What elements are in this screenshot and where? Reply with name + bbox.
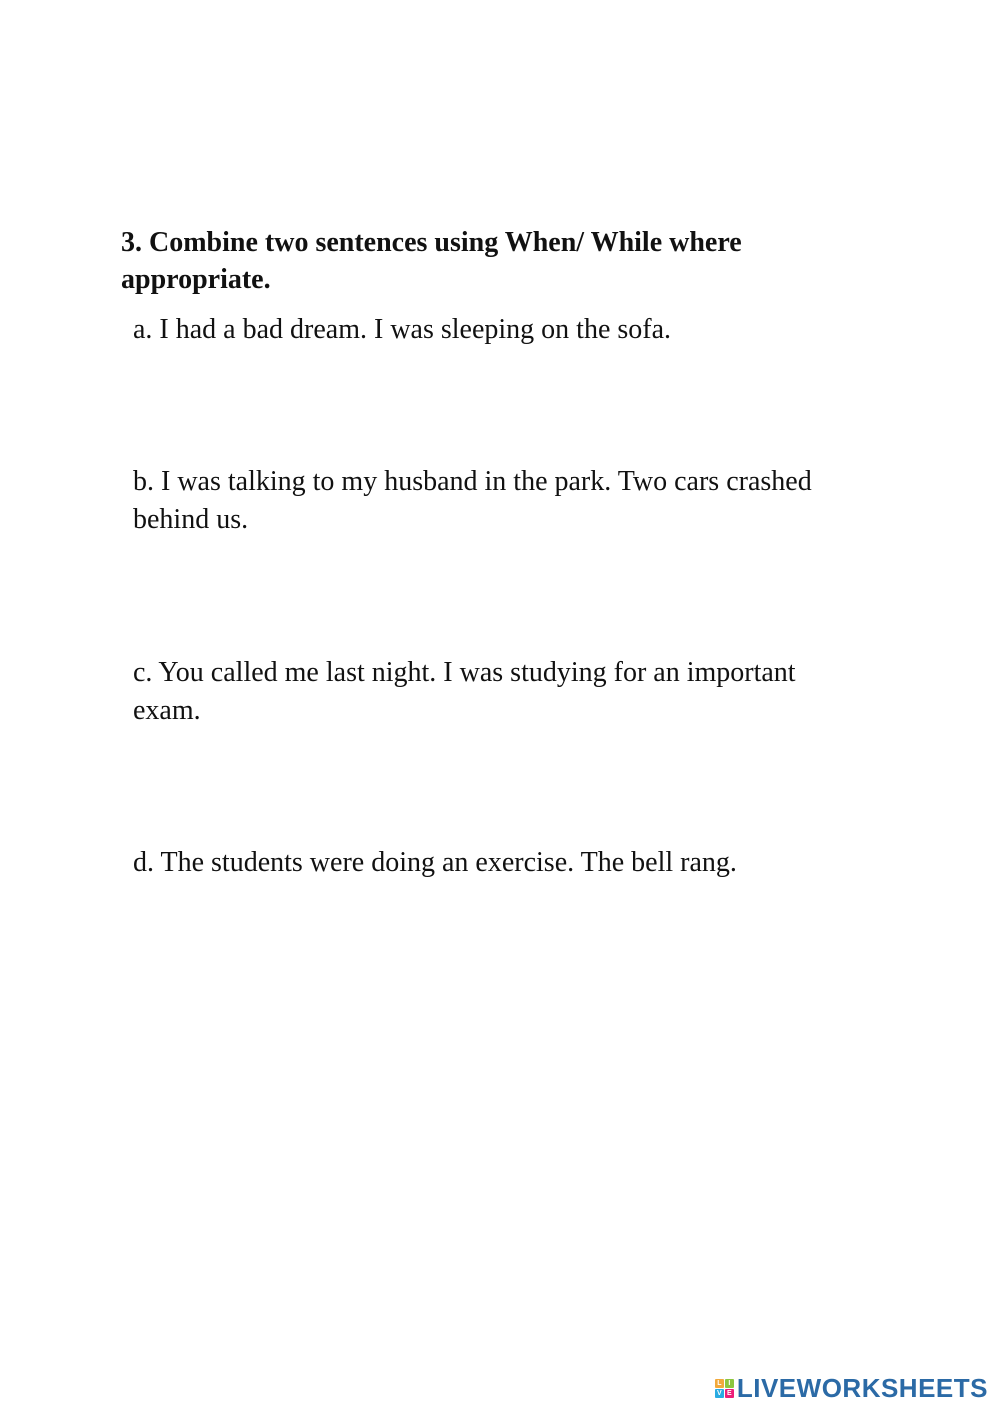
exercise-item-c-line2: exam. [133,695,201,726]
exercise-item-d-text: d. The students were doing an exercise. The bell rang. [133,847,737,878]
logo-tile-v: V [715,1389,724,1398]
exercise-heading-line1: 3. Combine two sentences using When/ While where [121,227,742,258]
exercise-item-c [133,654,893,730]
exercise-item-b-line2: behind us. [133,504,249,535]
logo-tile-i: I [725,1379,734,1388]
liveworksheets-logo-icon [715,1379,734,1398]
exercise-item-c-line1: c. You called me last night. I was studying for an important [133,657,796,688]
logo-tile-l: L [715,1379,724,1388]
exercise-item-a [133,311,893,349]
exercise-item-a-text: a. I had a bad dream. I was sleeping on the sofa. [133,314,672,345]
exercise-heading-line2: appropriate. [121,264,271,295]
logo-tile-e: E [725,1389,734,1398]
exercise-heading [121,224,861,298]
liveworksheets-wordmark: LIVEWORKSHEETS [736,1373,988,1403]
exercise-item-b [133,463,893,539]
liveworksheets-brand [715,1373,988,1404]
exercise-item-b-line1: b. I was talking to my husband in the park. Two cars crashed [133,466,812,497]
exercise-item-d [133,844,893,882]
